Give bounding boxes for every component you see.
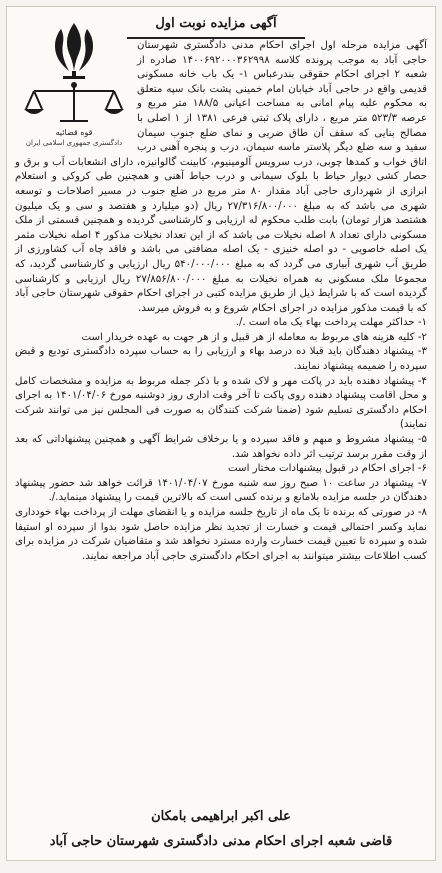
condition-item: ۲- کلیه هزینه های مربوط به معامله از هر قبیل و از هر جهت به عهده خریدار است [81,331,427,343]
notice-title: آگهی مزایده نوبت اول [155,16,277,31]
condition-item: ۷- پیشنهاد در ساعت ۱۰ صبح روز سه شنبه مورخ ۱۴۰۱/۰۴/۰۷ قرائت خواهد شد حضور پیشنهاد دهندگان در جلسه مزایده بلامانع و برنده کسی است که بالاترین قیمت را پیشنهاد مینماید./. [15,477,427,504]
notice-header [127,11,305,39]
condition-item: ۵- پیشنهاد مشروط و مبهم و فاقد سپرده و یا برخلاف شرایط آگهی و همچنین پیشنهاداتی که بعد از وقت مقرر برسد ترتیب اثر داده نخواهد شد. [15,434,427,460]
notice-page [6,6,436,861]
signatory-name: علی اکبر ابراهیمی بامکان [151,809,291,824]
signatory-office: قاضی شعبه اجرای احکام مدنی دادگستری شهرستان حاجی آباد [49,834,393,849]
notice-intro-paragraph: آگهی مزایده مرحله اول اجرای احکام مدنی دادگستری شهرستان حاجی آباد به موجب پرونده کلاسه ۱۴۰۰۶۹۲۰۰۰۳۶۲۹۹۸ صادره از شعبه ۲ اجرای احکام حقوقی بندرعباس ۱- یک باب خانه مسکونی قدیمی واقع در حاجی آباد خیابان امام خمینی پشت بانک سپه متعلق به محکوم علیه پیام امانی به مساحت اعیانی ۱۸۸/۵ متر مربع و عرصه ۵۲۳/۳ متر مربع ، دارای پلاک ثبتی فرعی ۱۳۸۱ از ۱ اصلی با مصالح بنایی که سقف آن طاق ضربی و نمای ضلع جنوب سیمان سفید و سه ضلع دیگر پلاستر ماسه سیمان، درب و پنجره آهنی درب اتاق خواب و کمدها چوبی، درب سرویس آلومینیوم، کابینت گالوانیزه، دارای انشعابات آب و برق و حصار کشی دیوار حیاط با بلوک سیمانی و درب حیاط آهنی و همچنین طی کروکی و استعلام ابرازی از شهرداری حاجی آباد مقدار ۸۰ متر مربع در ضلع جنوب در مسیر اصلاحات و توسعه شهری می باشد که به مبلغ ۲۷/۳۱۶/۸۰۰/۰۰۰ ریال (دو میلیارد و هفتصد و سی و یک میلیون هشتصد هزار تومان) بابت طلب محکوم له ارزیابی و کارشناسی گردیده و همچنین قسمتی از ملک مسکونی دارای تعداد ۸ اصله نخیلات می باشد که از این تعداد نخیلات مذکور ۴ اصله نخیلات مثمر یک اصله خاصویی - دو اصله خنیزی - یک اصله مضافتی می باشد و فاقد چاه آب کشاورزی از طریق آب شهری آبیاری می گردد که به مبلغ ۵۴۰/۰۰۰/۰۰۰ ریال ارزیابی و کارشناسی گردید، که مجموعا ملک مسکونی به همراه نخیلات به مبلغ ۲۷/۸۵۶/۸۰۰/۰۰۰ ریال ارزیابی و کارشناسی گردیده است که با شرایط ذیل از طریق مزایده کتبی در اجرای احکام حقوقی شهرستان حاجی آباد که با قیمت مذکور مزایده در اجرای احکام شروع و به فروش میرسد. [15,40,428,314]
condition-item: ۳- پیشنهاد دهندگان باید قبلا ده درصد بهاء و ارزیابی را به حساب سپرده دادگستری تودیع و قبض سپرده را ضمیمه پیشنهاد نمایند. [15,346,427,373]
condition-item: ۴- پیشنهاد دهنده باید در پاکت مهر و لاک شده و با ذکر جمله مربوط به مزایده و مشخصات کامل و محل اقامت پیشنهاد دهنده روی پاکت تا آخر وقت اداری روز دوشنبه مورخ ۱۴۰۱/۰۴/۰۶ به اجرای احکام دادگستری تسلیم شود (ضمنا شرکت کنندگان به صورت فی المجلس نیز می توانند شرکت نمایند) [15,375,428,431]
emblem-caption-justice: دادگستری جمهوری اسلامی ایران [25,139,123,147]
signature-block [15,804,427,854]
condition-item: ۱- حداکثر مهلت پرداخت بهاء یک ماه است ./. [235,317,427,329]
emblem-caption-judiciary: قوه قضائیه [55,128,93,137]
notice-body [15,39,427,564]
condition-item: ۶- اجرای احکام در قبول پیشنهادات مختار است [228,463,427,475]
condition-item: ۸- در صورتی که برنده تا یک ماه از تاریخ جلسه مزایده و یا انقضای مهلت از پرداخت بهاء خودداری نماید وکسر احتمالی قیمت و خسارت از تجدید نظر مزایده حاصل شود بدوا از سپرده او استیفا شده و سپرده تا تعیین قیمت خسارت وارده مسترد نخواهد شد و متقاضیان شرکت در مزایده برای کسب اطلاعات بیشتر میتوانند به اجرای احکام دادگستری حاجی آباد مراجعه نمایند. [15,507,427,562]
